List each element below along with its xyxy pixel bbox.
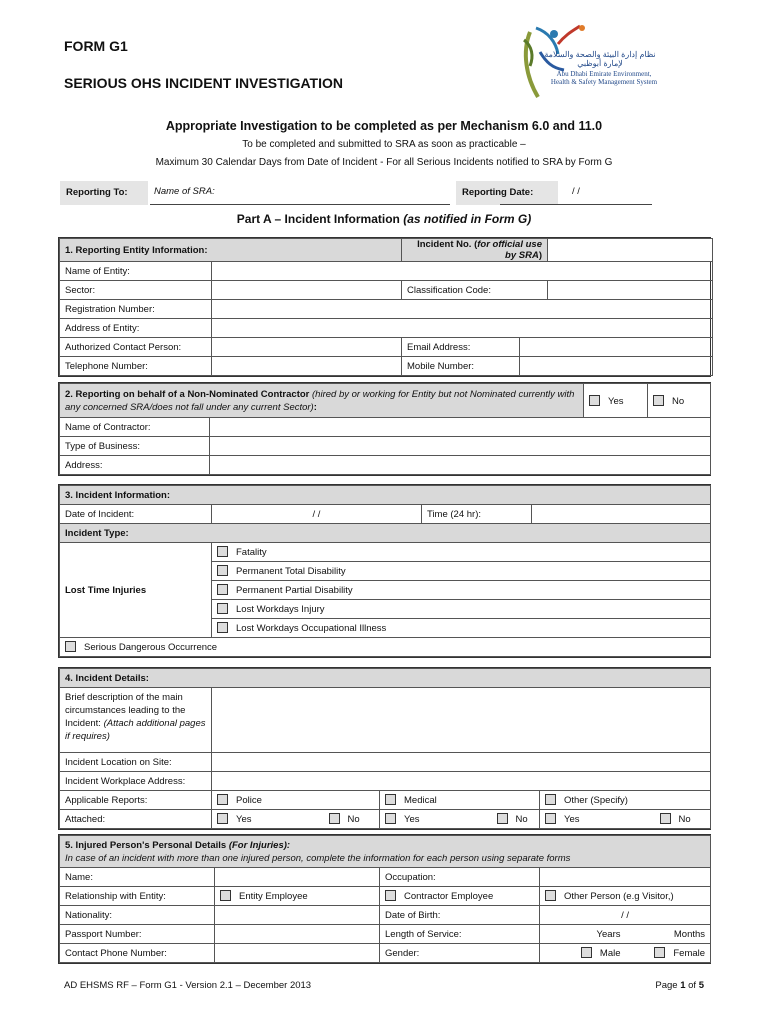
part-a-subtitle: (as notified in Form G) [403,212,532,226]
option-fatality[interactable] [212,543,711,562]
applicable-reports-label: Applicable Reports: [60,791,212,810]
brief-description-note: (Attach additional pages if requires) [65,718,206,742]
female-checkbox[interactable] [654,947,665,958]
section-2-title [60,384,584,418]
permanent-partial-label: Permanent Partial Disability [236,585,353,596]
part-a-title [0,212,768,226]
contractor-employee-option[interactable] [380,887,540,906]
date-of-incident-label: Date of Incident: [60,505,212,524]
length-of-service-label: Length of Service: [380,925,540,944]
classification-code-label: Classification Code: [402,281,548,300]
contractor-yes-label: Yes [608,395,624,407]
section-2 [58,382,711,476]
nationality-field[interactable] [215,906,380,925]
name-of-contractor-label: Name of Contractor: [60,418,210,437]
section-1 [58,237,711,377]
other-no-checkbox[interactable] [660,813,671,824]
logo [508,22,658,102]
other-yes-checkbox[interactable] [545,813,556,824]
authorized-contact-label: Authorized Contact Person: [60,338,212,357]
name-label: Name: [60,868,215,887]
footer-page-total: 5 [698,980,704,991]
medical-no-label: No [515,814,528,825]
contractor-yes-option[interactable] [584,384,648,418]
reporting-row [60,181,652,205]
date-of-birth-field[interactable]: / / [540,906,711,925]
option-lost-workdays-illness[interactable] [212,619,711,638]
report-medical-option[interactable] [380,791,540,810]
gender-female-option[interactable] [626,944,711,963]
report-other-option[interactable] [540,791,711,810]
logo-line1: Abu Dhabi Emirate Environment, [556,70,652,78]
passport-label: Passport Number: [60,925,215,944]
other-person-option[interactable] [540,887,711,906]
contractor-address-label: Address: [60,456,210,475]
section-5-subtitle: In case of an incident with more than one injured person, complete the information for each person using separate forms [65,852,571,864]
footer-page-of: of [688,980,697,991]
contractor-employee-checkbox[interactable] [385,890,396,901]
contractor-yes-checkbox[interactable] [589,395,600,406]
section-5-title [60,836,711,868]
workplace-address-field[interactable] [212,772,711,791]
police-no-label: No [347,814,360,825]
police-attached-yes[interactable] [212,810,324,829]
sector-field[interactable] [212,281,402,300]
gender-label: Gender: [380,944,540,963]
sector-label: Sector: [60,281,212,300]
incident-no-note: for official use by SRA [477,239,542,261]
name-of-contractor-field[interactable] [210,418,711,437]
date-of-incident-field[interactable]: / / [212,505,422,524]
lost-time-injuries-label: Lost Time Injuries [60,543,212,638]
contractor-no-option[interactable] [648,384,711,418]
type-of-business-field[interactable] [210,437,711,456]
lost-workdays-injury-checkbox[interactable] [217,603,228,614]
permanent-total-checkbox[interactable] [217,565,228,576]
relationship-label: Relationship with Entity: [60,887,215,906]
footer-version: AD EHSMS RF – Form G1 - Version 2.1 – December 2013 [64,980,312,991]
reporting-date-label: Reporting Date: [456,181,558,205]
brief-description-text: Brief description of the main circumstances leading to the Incident: [65,692,186,729]
medical-attached-no[interactable] [492,810,540,829]
name-of-entity-field[interactable] [212,262,713,281]
email-address-field[interactable] [520,338,713,357]
mobile-number-label: Mobile Number: [402,357,520,376]
police-yes-label: Yes [236,814,252,825]
medical-yes-label: Yes [404,814,420,825]
footer-page-label: Page [655,980,678,991]
section-3 [58,484,711,658]
classification-code-field[interactable] [548,281,713,300]
medical-yes-checkbox[interactable] [385,813,396,824]
time-field[interactable] [532,505,711,524]
passport-field[interactable] [215,925,380,944]
permanent-partial-checkbox[interactable] [217,584,228,595]
other-no-label: No [678,814,691,825]
male-label: Male [599,948,621,959]
police-label: Police [236,795,262,806]
incident-no-label-text: Incident No. ( [417,239,478,250]
registration-number-label: Registration Number: [60,300,212,319]
intro-line3: Maximum 30 Calendar Days from Date of Incident - For all Serious Incidents notified to SRA by Form G [155,157,613,168]
incident-no-label [402,239,548,262]
registration-number-field[interactable] [212,300,713,319]
medical-checkbox[interactable] [385,794,396,805]
police-yes-checkbox[interactable] [217,813,228,824]
male-checkbox[interactable] [581,947,592,958]
other-attached-yes[interactable] [540,810,655,829]
section-4-title: 4. Incident Details: [60,669,711,688]
logo-arabic-text: نظام إدارة البيئة والصحة والسلامة لإمارة أبوظبي [544,50,656,68]
option-lost-workdays-injury[interactable] [212,600,711,619]
option-serious-dangerous[interactable] [60,638,711,657]
intro-line2: To be completed and submitted to SRA as soon as practicable – [242,139,526,150]
female-label: Female [673,948,706,959]
contractor-address-field[interactable] [210,456,711,475]
entity-employee-label: Entity Employee [239,891,308,902]
form-code: FORM G1 [64,38,128,54]
intro-line1: Appropriate Investigation to be completed as per Mechanism 6.0 and 11.0 [165,119,603,133]
footer-page [655,980,704,991]
contractor-no-checkbox[interactable] [653,395,664,406]
name-of-entity-label: Name of Entity: [60,262,212,281]
reporting-to-field[interactable]: Name of SRA: [150,181,450,205]
authorized-contact-field[interactable] [212,338,402,357]
other-label: Other (Specify) [564,795,628,806]
permanent-total-label: Permanent Total Disability [236,566,346,577]
telephone-number-field[interactable] [212,357,402,376]
location-on-site-label: Incident Location on Site: [60,753,212,772]
section-3-title: 3. Incident Information: [60,486,711,505]
mobile-number-field[interactable] [520,357,713,376]
service-months[interactable]: Months [626,925,711,944]
incident-no-field[interactable] [548,239,713,262]
attached-label: Attached: [60,810,212,829]
address-of-entity-field[interactable] [212,319,713,338]
time-label: Time (24 hr): [422,505,532,524]
logo-line2: Health & Safety Management System [550,78,658,86]
lost-workdays-injury-label: Lost Workdays Injury [236,604,325,615]
serious-dangerous-checkbox[interactable] [65,641,76,652]
occupation-field[interactable] [540,868,711,887]
email-address-label: Email Address: [402,338,520,357]
form-title: SERIOUS OHS INCIDENT INVESTIGATION [64,75,343,91]
section-2-title-end: : [313,401,317,413]
entity-employee-checkbox[interactable] [220,890,231,901]
other-checkbox[interactable] [545,794,556,805]
contact-phone-label: Contact Phone Number: [60,944,215,963]
other-yes-label: Yes [564,814,580,825]
location-on-site-field[interactable] [212,753,711,772]
police-checkbox[interactable] [217,794,228,805]
contractor-no-label: No [672,395,685,407]
date-of-birth-label: Date of Birth: [380,906,540,925]
telephone-number-label: Telephone Number: [60,357,212,376]
police-no-checkbox[interactable] [329,813,340,824]
section-5 [58,834,711,964]
workplace-address-label: Incident Workplace Address: [60,772,212,791]
section-2-title-text: 2. Reporting on behalf of a Non-Nominated Contractor [65,388,310,400]
reporting-date-field[interactable]: / / [500,181,652,205]
medical-attached-yes[interactable] [380,810,492,829]
section-5-title-italic: (For Injuries): [228,839,291,851]
gender-male-option[interactable] [540,944,626,963]
entity-employee-option[interactable] [215,887,380,906]
medical-label: Medical [404,795,437,806]
other-person-label: Other Person (e.g Visitor,) [564,891,674,902]
contact-phone-field[interactable] [215,944,380,963]
other-attached-no[interactable] [655,810,711,829]
section-4 [58,667,711,830]
option-permanent-partial[interactable] [212,581,711,600]
part-a-title-text: Part A – Incident Information [236,212,400,226]
occupation-label: Occupation: [380,868,540,887]
reporting-to-label: Reporting To: [60,181,148,205]
nationality-label: Nationality: [60,906,215,925]
police-attached-no[interactable] [324,810,380,829]
section-5-title-text: 5. Injured Person's Personal Details [65,839,227,851]
logo-text [548,70,660,86]
footer-page-current: 1 [680,980,686,991]
contractor-employee-label: Contractor Employee [404,891,494,902]
service-years[interactable]: Years [540,925,626,944]
fatality-checkbox[interactable] [217,546,228,557]
other-person-checkbox[interactable] [545,890,556,901]
medical-no-checkbox[interactable] [497,813,508,824]
type-of-business-label: Type of Business: [60,437,210,456]
lost-workdays-illness-label: Lost Workdays Occupational Illness [236,623,387,634]
section-1-title: 1. Reporting Entity Information: [60,239,402,262]
report-police-option[interactable] [212,791,380,810]
option-permanent-total[interactable] [212,562,711,581]
serious-dangerous-label: Serious Dangerous Occurrence [84,642,218,653]
brief-description-field[interactable] [212,688,711,753]
brief-description-label [60,688,212,753]
name-field[interactable] [215,868,380,887]
fatality-label: Fatality [236,547,267,558]
lost-workdays-illness-checkbox[interactable] [217,622,228,633]
section-2-note: (hired by or working for Entity but not Nominated currently with any concerned SRA/does not fall under any current Sector) [65,388,575,413]
incident-type-label: Incident Type: [60,524,711,543]
address-of-entity-label: Address of Entity: [60,319,212,338]
incident-no-close: ) [538,250,542,261]
